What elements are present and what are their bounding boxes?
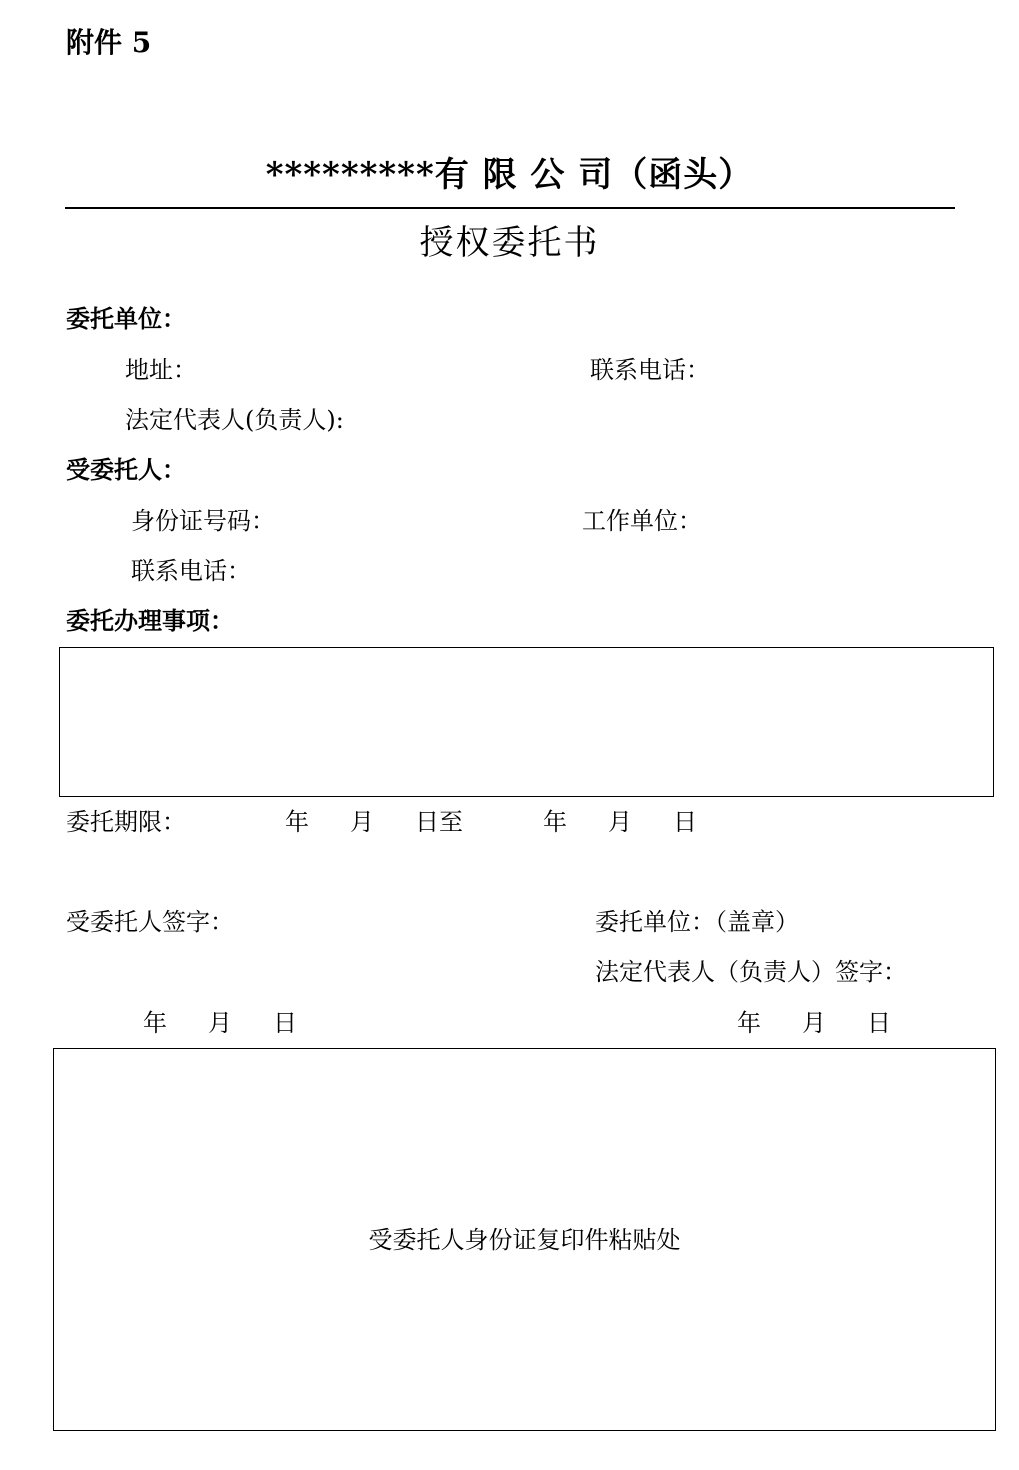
- term-end-month: 月: [608, 808, 632, 836]
- principal-heading: 委托单位：: [66, 304, 186, 333]
- term-start-year: 年: [285, 808, 309, 836]
- term-start-day-to: 日至: [415, 808, 463, 836]
- matters-heading: 委托办理事项：: [66, 606, 234, 635]
- document-title: 授权委托书: [419, 223, 600, 263]
- principal-address-label: 地址：: [125, 356, 197, 384]
- letterhead: *********有 限 公 司（函头）: [265, 155, 754, 195]
- principal-phone-label: 联系电话：: [590, 356, 710, 384]
- matters-box: [59, 647, 994, 797]
- principal-sign-year: 年: [737, 1009, 761, 1037]
- agent-signature-label: 受委托人签字：: [66, 908, 234, 936]
- agent-sign-month: 月: [208, 1009, 232, 1037]
- principal-seal-label: 委托单位：（盖章）: [595, 908, 799, 936]
- legal-rep-signature-label: 法定代表人（负责人）签字：: [595, 958, 907, 986]
- term-end-year: 年: [543, 808, 567, 836]
- term-label: 委托期限：: [66, 808, 186, 836]
- agent-work-unit-label: 工作单位：: [582, 507, 702, 535]
- id-copy-paste-label: 受委托人身份证复印件粘贴处: [368, 1226, 681, 1254]
- agent-heading: 受委托人：: [66, 455, 186, 484]
- agent-sign-year: 年: [143, 1009, 167, 1037]
- agent-phone-label: 联系电话：: [131, 557, 251, 585]
- term-end-day: 日: [673, 808, 697, 836]
- principal-sign-month: 月: [802, 1009, 826, 1037]
- principal-sign-day: 日: [867, 1009, 891, 1037]
- agent-sign-day: 日: [273, 1009, 297, 1037]
- agent-id-number-label: 身份证号码：: [131, 507, 275, 535]
- term-start-month: 月: [350, 808, 374, 836]
- attachment-label: 附件 5: [66, 26, 152, 59]
- legal-representative-label: 法定代表人(负责人):: [125, 406, 344, 434]
- header-divider: [65, 207, 955, 209]
